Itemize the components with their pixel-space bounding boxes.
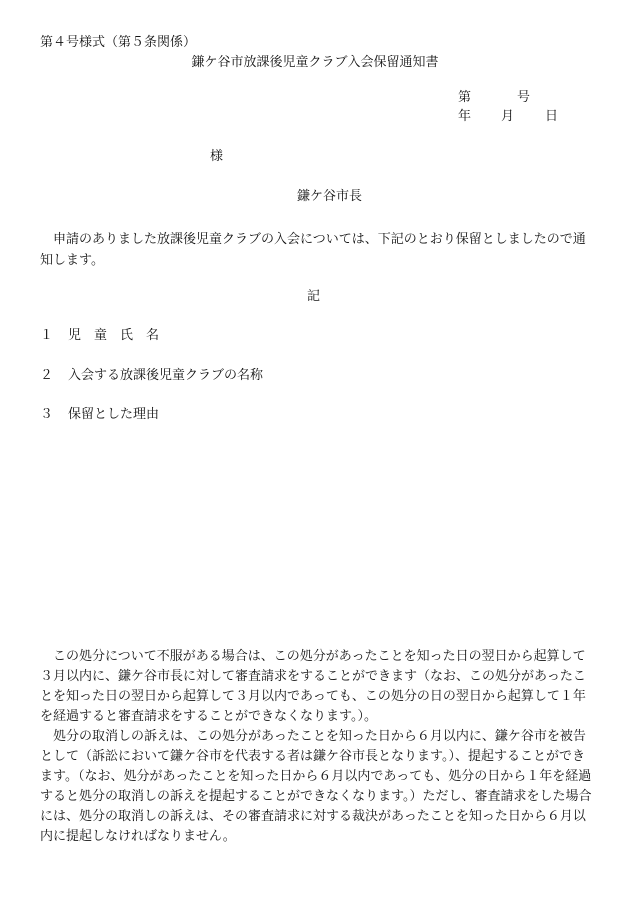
- date-row: [458, 110, 558, 123]
- item-label: 入会する放課後児童クラブの名称: [68, 368, 264, 383]
- item-club-name: [40, 369, 263, 382]
- appeal-notice: [40, 647, 595, 847]
- issuer: 鎌ケ谷市長: [297, 189, 363, 204]
- item-label: 保留とした理由: [68, 407, 160, 422]
- item-number: ２: [40, 368, 54, 383]
- document-number-row: [458, 91, 530, 104]
- notice-paragraph-lawsuit: 処分の取消しの訴えは、この処分があったことを知った日から６月以内に、鎌ケ谷市を被告として（訴訟において鎌ケ谷市を代表する者は鎌ケ谷市長となります。）、提起することができます。（なお、処分があったことを知った日から６月以内であっても、処分の日から１年を経過すると処分の取消しの訴えを提起することができなくなります。）ただし、審査請求をした場合には、処分の取消しの訴えは、その審査請求に対する裁決があったことを知った日から６月以内に提起しなければなりません。: [40, 729, 592, 844]
- date-year: 年: [458, 109, 472, 124]
- addressee: 様: [210, 149, 224, 164]
- item-label: 児童氏名: [68, 328, 173, 343]
- intro-paragraph: 申請のありました放課後児童クラブの入会については、下記のとおり保留としましたので通知します。: [40, 232, 586, 268]
- item-reason: [40, 408, 159, 421]
- item-number: ３: [40, 407, 54, 422]
- form-number: 第４号様式（第５条関係）: [40, 35, 197, 50]
- date-day: 日: [545, 109, 559, 124]
- number-prefix: 第: [458, 90, 472, 105]
- document-title: 鎌ケ谷市放課後児童クラブ入会保留通知書: [191, 55, 439, 70]
- notice-paragraph-review: この処分について不服がある場合は、この処分があったことを知った日の翌日から起算して３月以内に、鎌ケ谷市長に対して審査請求をすることができます（なお、この処分があったことを知った日の翌日から起算して３月以内であっても、この処分の日の翌日から起算して１年を経過すると審査請求をすることができなくなります。）。: [40, 649, 586, 724]
- date-month: 月: [501, 109, 515, 124]
- ki-heading: 記: [307, 289, 321, 304]
- item-number: １: [40, 328, 54, 343]
- item-child-name: [40, 329, 172, 342]
- number-suffix: 号: [517, 90, 531, 105]
